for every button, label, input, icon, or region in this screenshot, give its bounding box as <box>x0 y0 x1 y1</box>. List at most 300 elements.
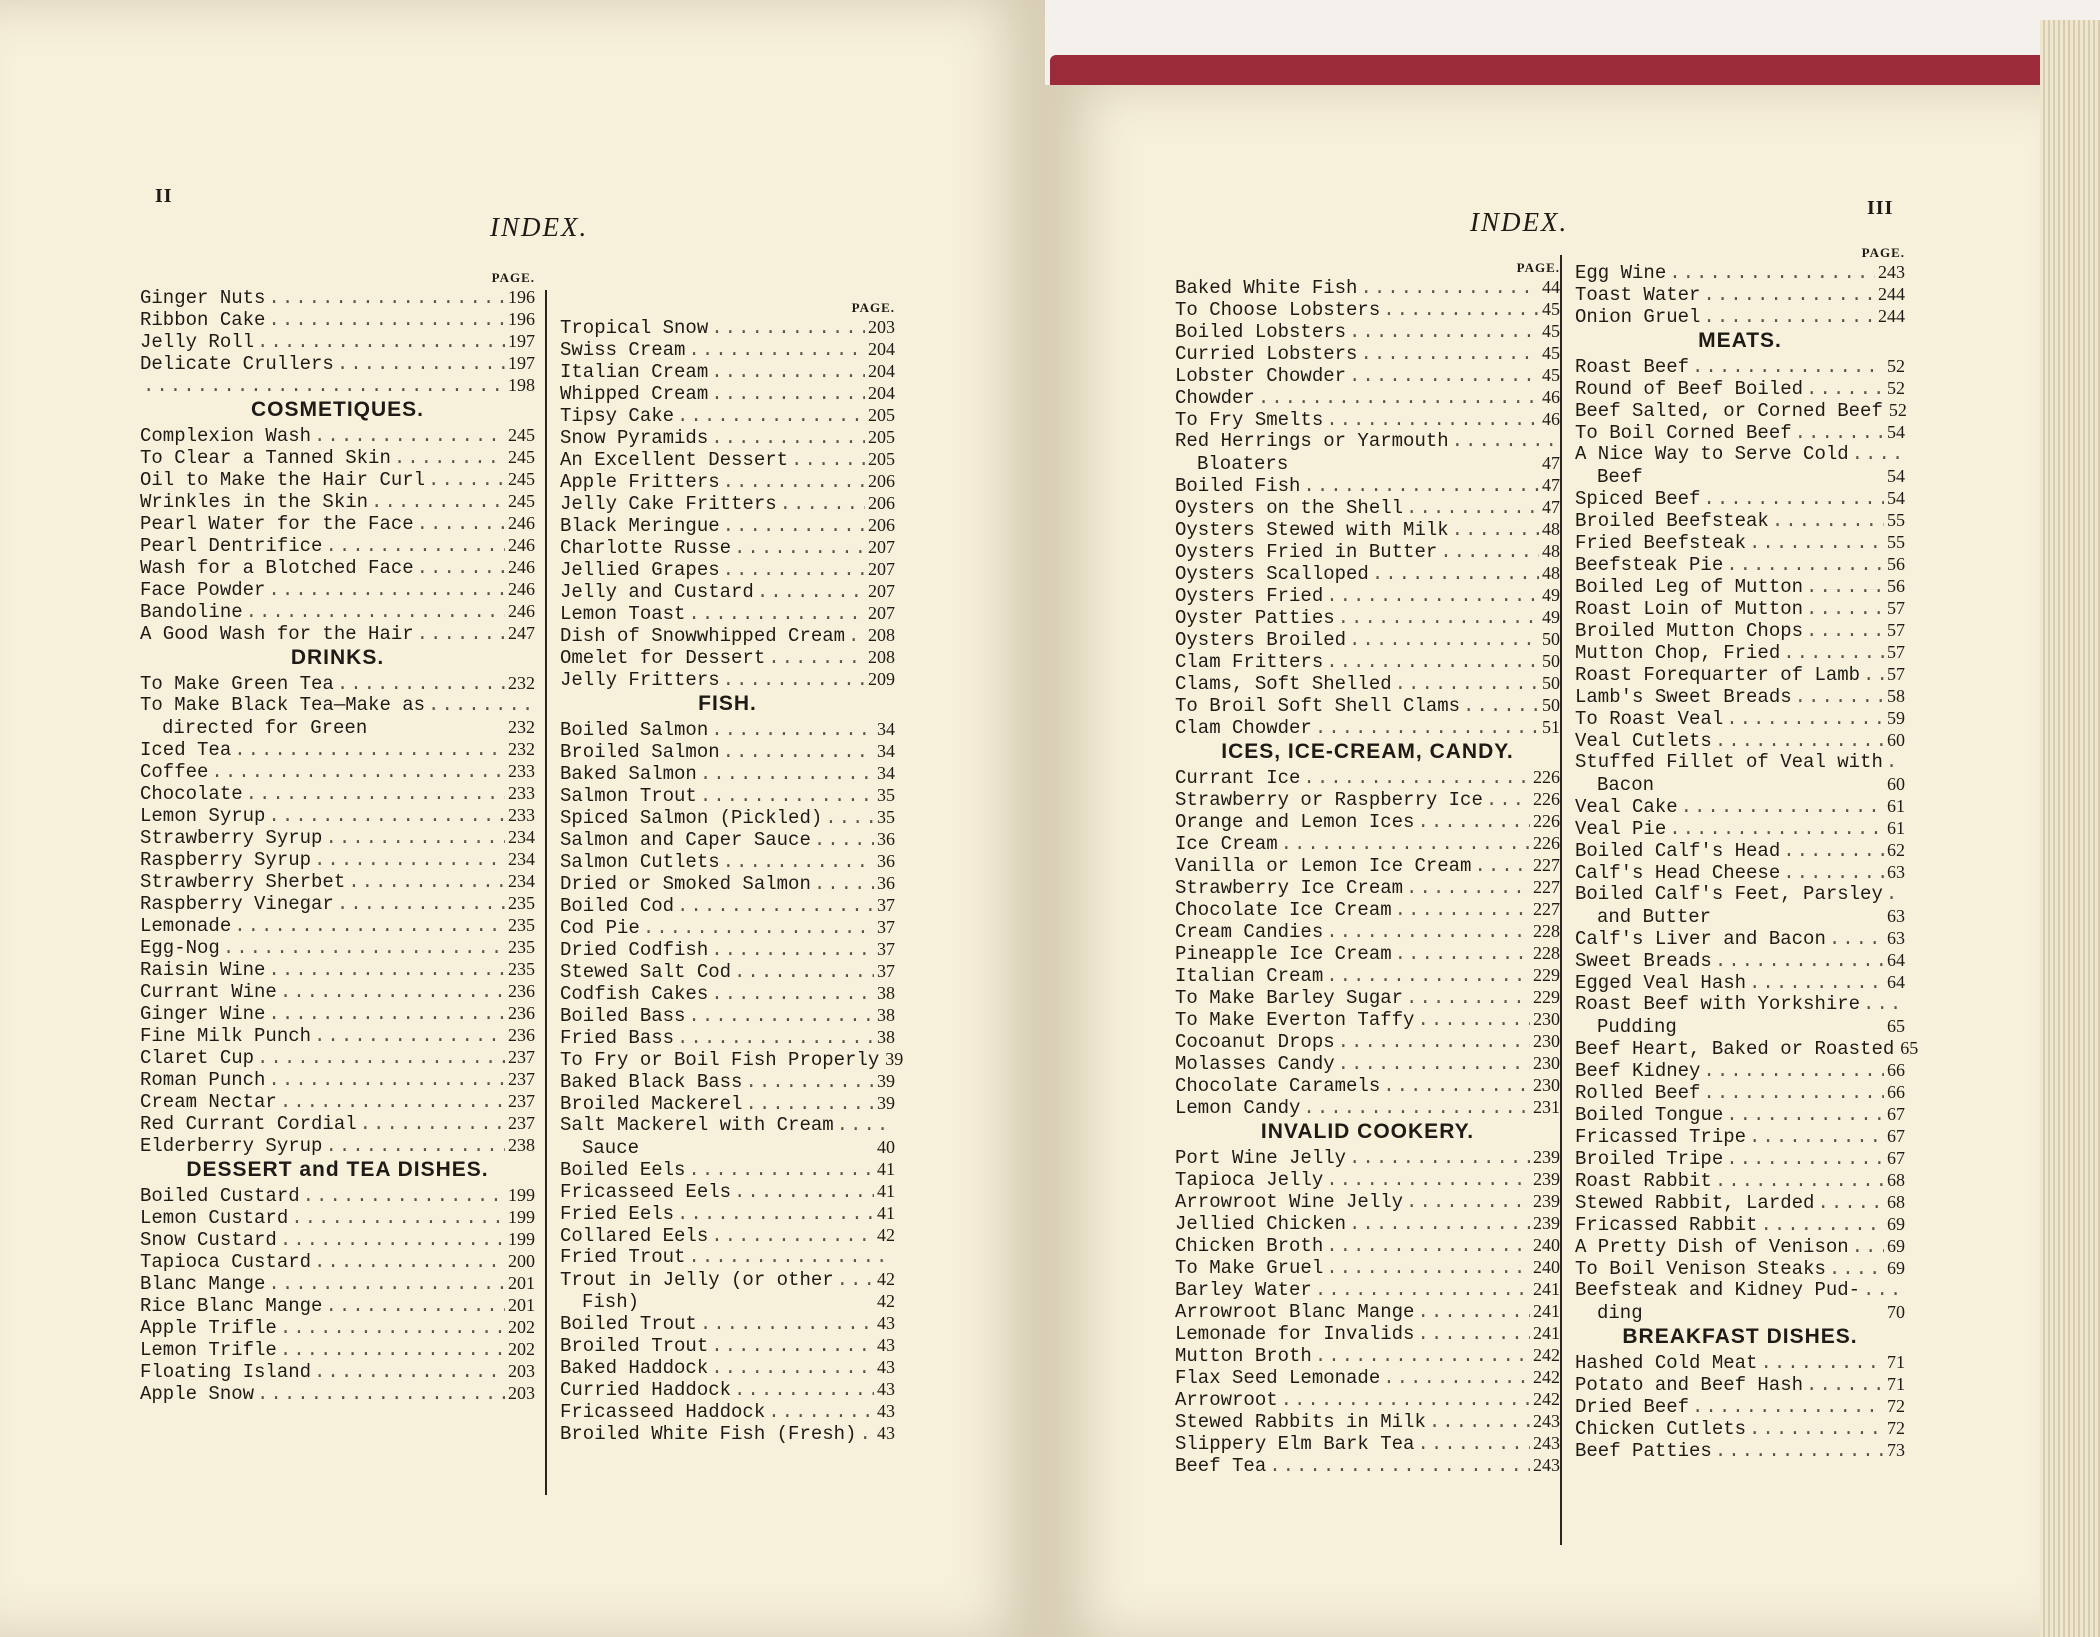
entry-page-number: 43 <box>877 1313 895 1333</box>
leader-dots <box>1681 796 1884 818</box>
leader-dots <box>1258 387 1539 409</box>
leader-dots <box>837 1269 874 1291</box>
right-page <box>1045 85 2040 1637</box>
leader-dots <box>1806 378 1884 400</box>
entry-page-number: 205 <box>868 449 895 469</box>
entry-title: Oil to Make the Hair Curl <box>140 469 426 491</box>
index-entry <box>140 1090 535 1112</box>
entry-title: Boiled Leg of Mutton <box>1575 576 1804 598</box>
leader-dots <box>280 981 505 1003</box>
entry-page-number: 43 <box>877 1423 895 1443</box>
leader-dots <box>211 761 505 783</box>
leader-dots <box>246 783 505 805</box>
index-entry <box>1575 751 1905 773</box>
entry-title: Toast Water <box>1575 284 1701 306</box>
leader-dots <box>757 581 865 603</box>
index-column <box>1175 260 1560 1476</box>
entry-title: Cream Nectar <box>140 1091 277 1113</box>
index-entry <box>1175 518 1560 540</box>
section-heading: MEATS. <box>1698 329 1782 352</box>
entry-page-number: 69 <box>1887 1214 1905 1234</box>
leader-dots <box>1326 585 1539 607</box>
entry-page-number: 41 <box>877 1181 895 1201</box>
index-entry <box>560 1400 895 1422</box>
entry-title: Strawberry Sherbet <box>140 871 346 893</box>
index-entry <box>1575 377 1905 399</box>
entry-page-number: 226 <box>1533 767 1560 787</box>
index-entry <box>140 738 535 760</box>
entry-title: Chowder <box>1175 387 1255 409</box>
entry-page-number: 242 <box>1533 1389 1560 1409</box>
entry-page-number: 62 <box>1887 840 1905 860</box>
entry-title: Strawberry or Raspberry Ice <box>1175 789 1483 811</box>
entry-page-number: 50 <box>1542 695 1560 715</box>
index-entry <box>1175 1074 1560 1096</box>
entry-page-number: 203 <box>508 1361 535 1381</box>
entry-title: Jellied Grapes <box>560 559 720 581</box>
entry-page-number: 202 <box>508 1339 535 1359</box>
entry-page-number: 203 <box>508 1383 535 1403</box>
entry-page-number: 41 <box>877 1203 895 1223</box>
index-entry <box>1575 905 1905 927</box>
entry-page-number: 235 <box>508 893 535 913</box>
index-entry <box>1575 971 1905 993</box>
leader-dots <box>1795 686 1884 708</box>
index-entry <box>1575 1439 1905 1461</box>
entry-title: Vanilla or Lemon Ice Cream <box>1175 855 1472 877</box>
entry-page-number: 234 <box>508 827 535 847</box>
entry-page-number: 201 <box>508 1273 535 1293</box>
leader-dots <box>1315 1279 1530 1301</box>
leader-dots <box>1417 811 1530 833</box>
entry-page-number: 206 <box>868 493 895 513</box>
entry-title: Veal Cake <box>1575 796 1678 818</box>
entry-title: Broiled White Fish (Fresh) <box>560 1423 857 1445</box>
index-entry <box>1575 1037 1919 1060</box>
page-label: PAGE. <box>491 270 535 285</box>
entry-page-number: 232 <box>508 673 535 693</box>
index-entry <box>1175 650 1560 672</box>
page-label: PAGE. <box>1516 260 1560 275</box>
entry-title: Italian Cream <box>560 361 709 383</box>
index-entry <box>560 514 895 536</box>
entry-page-number: 60 <box>1887 774 1905 794</box>
index-entry <box>140 1360 535 1382</box>
entry-page-number: 226 <box>1533 789 1560 809</box>
index-entry <box>1575 1351 1905 1373</box>
leader-dots <box>1726 1104 1884 1126</box>
leader-dots <box>1863 993 1902 1015</box>
entry-page-number: 65 <box>1900 1038 1919 1058</box>
leader-dots <box>1692 356 1884 378</box>
leader-dots <box>417 513 505 535</box>
index-entry <box>1575 1147 1905 1169</box>
entry-page-number: 48 <box>1542 519 1560 539</box>
index-entry <box>140 600 535 622</box>
entry-page-number: 34 <box>877 741 895 761</box>
index-entry <box>1175 474 1560 496</box>
entry-page-number: 39 <box>877 1093 895 1113</box>
entry-page-number: 246 <box>508 513 535 533</box>
page-label: PAGE. <box>851 300 895 315</box>
index-entry <box>560 828 895 850</box>
leader-dots <box>1315 717 1539 739</box>
index-entry <box>560 624 895 646</box>
entry-page-number: 230 <box>1533 1075 1560 1095</box>
entry-page-number: 237 <box>508 1091 535 1111</box>
leader-dots <box>711 983 874 1005</box>
leader-dots <box>711 317 865 339</box>
entry-title: Currant Ice <box>1175 767 1301 789</box>
index-entry <box>1175 606 1560 628</box>
entry-page-number: 67 <box>1887 1104 1905 1124</box>
entry-page-number: 39 <box>877 1071 895 1091</box>
leader-dots <box>723 851 874 873</box>
index-entry <box>1575 399 1905 421</box>
entry-title: Broiled Trout <box>560 1335 709 1357</box>
index-entry <box>1575 553 1905 575</box>
leader-dots <box>428 469 505 491</box>
entry-page-number: 206 <box>868 471 895 491</box>
entry-page-number: 244 <box>1878 306 1905 326</box>
entry-page-number: 71 <box>1887 1352 1905 1372</box>
leader-dots <box>1783 862 1884 884</box>
leader-dots <box>314 425 505 447</box>
leader-dots <box>1440 541 1539 563</box>
section-heading: INVALID COOKERY. <box>1260 1120 1475 1143</box>
index-entry <box>1575 1213 1905 1235</box>
entry-title: Ice Cream <box>1175 833 1278 855</box>
entry-page-number: 243 <box>1878 262 1905 282</box>
index-entry <box>1175 386 1560 408</box>
index-entry <box>560 718 895 740</box>
entry-page-number: 205 <box>868 427 895 447</box>
entry-page-number: 245 <box>508 447 535 467</box>
index-entry <box>560 492 895 514</box>
index-entry <box>140 1228 535 1250</box>
entry-title: Tapioca Custard <box>140 1251 312 1273</box>
leader-dots <box>1326 1257 1530 1279</box>
leader-dots <box>1269 1455 1530 1477</box>
entry-title: Baked Haddock <box>560 1357 709 1379</box>
leader-dots <box>723 559 865 581</box>
entry-title: To Boil Corned Beef <box>1575 422 1792 444</box>
leader-dots <box>1715 1440 1884 1462</box>
index-entry <box>1175 832 1560 854</box>
leader-dots <box>1726 554 1884 576</box>
entry-title: Ginger Nuts <box>140 287 266 309</box>
entry-title: Salmon Cutlets <box>560 851 720 873</box>
leader-dots <box>1281 1389 1530 1411</box>
index-entry <box>1575 883 1905 905</box>
leader-dots <box>1463 695 1539 717</box>
leader-dots <box>1726 708 1884 730</box>
leader-dots <box>1338 1031 1530 1053</box>
entry-page-number: 47 <box>1542 497 1560 517</box>
index-entry <box>140 534 535 556</box>
index-entry <box>140 622 535 644</box>
index-entry <box>140 468 535 490</box>
leader-dots <box>711 383 865 405</box>
leader-dots <box>325 535 505 557</box>
running-head-left: INDEX. <box>490 212 589 242</box>
entry-page-number: 43 <box>877 1357 895 1377</box>
leader-dots <box>1806 620 1884 642</box>
entry-title: Apple Fritters <box>560 471 720 493</box>
entry-title: Stuffed Fillet of Veal with <box>1575 751 1883 773</box>
leader-dots <box>711 939 874 961</box>
index-entry <box>560 938 895 960</box>
index-entry <box>1175 1030 1560 1052</box>
index-entry <box>1175 408 1560 430</box>
index-entry <box>1575 1257 1905 1279</box>
entry-title: Italian Cream <box>1175 965 1324 987</box>
index-entry <box>560 1422 895 1444</box>
index-entry <box>1575 663 1905 685</box>
index-entry <box>1175 1096 1560 1118</box>
index-entry <box>1175 496 1560 518</box>
entry-page-number: 239 <box>1533 1169 1560 1189</box>
entry-title: Fish) <box>582 1291 640 1313</box>
index-entry <box>560 1048 904 1071</box>
entry-page-number: 34 <box>877 719 895 739</box>
index-entry <box>1575 1081 1905 1103</box>
index-entry <box>1175 986 1560 1008</box>
index-entry <box>560 316 895 338</box>
leader-dots <box>268 1003 505 1025</box>
entry-page-number: 38 <box>877 983 895 1003</box>
index-entry <box>140 1272 535 1294</box>
index-entry <box>1575 305 1905 327</box>
leader-dots <box>348 871 505 893</box>
entry-page-number: 37 <box>877 917 895 937</box>
leader-dots <box>723 669 865 691</box>
index-entry <box>1175 1410 1560 1432</box>
entry-page-number: 37 <box>877 895 895 915</box>
entry-title: Stewed Salt Cod <box>560 961 732 983</box>
entry-title: Apple Snow <box>140 1383 255 1405</box>
entry-page-number: 229 <box>1533 987 1560 1007</box>
entry-title: Salt Mackerel with Cream <box>560 1114 834 1136</box>
entry-title: To Clear a Tanned Skin <box>140 447 391 469</box>
leader-dots <box>1349 1213 1530 1235</box>
entry-page-number: 67 <box>1887 1126 1905 1146</box>
entry-page-number: 56 <box>1887 554 1905 574</box>
index-entry <box>560 1202 895 1224</box>
entry-title: Delicate Crullers <box>140 353 334 375</box>
entry-title: Oyster Patties <box>1175 607 1335 629</box>
leader-dots <box>314 1361 505 1383</box>
leader-dots <box>1772 510 1884 532</box>
entry-title: Cod Pie <box>560 917 640 939</box>
entry-title: Lemonade for Invalids <box>1175 1323 1415 1345</box>
leader-dots <box>643 917 874 939</box>
entry-title: Salmon Trout <box>560 785 697 807</box>
index-entry <box>140 578 535 600</box>
index-entry <box>140 760 535 782</box>
index-entry <box>560 894 895 916</box>
entry-title: Calf's Head Cheese <box>1575 862 1781 884</box>
index-entry <box>560 1136 895 1158</box>
leader-dots <box>268 1273 505 1295</box>
leader-dots <box>1669 818 1884 840</box>
entry-title: Pearl Water for the Face <box>140 513 414 535</box>
index-entry <box>1175 1388 1560 1410</box>
entry-title: Slippery Elm Bark Tea <box>1175 1433 1415 1455</box>
entry-title: Currant Wine <box>140 981 277 1003</box>
entry-page-number: 60 <box>1887 730 1905 750</box>
leader-dots <box>723 515 865 537</box>
leader-dots <box>143 375 505 397</box>
entry-title: Fried Bass <box>560 1027 675 1049</box>
entry-page-number: 243 <box>1533 1411 1560 1431</box>
index-entry <box>1175 430 1560 452</box>
entry-title: Oysters Scalloped <box>1175 563 1369 585</box>
entry-title: Oysters Fried <box>1175 585 1324 607</box>
entry-title: Rolled Beef <box>1575 1082 1701 1104</box>
entry-title: Flax Seed Lemonade <box>1175 1367 1381 1389</box>
entry-page-number: 66 <box>1887 1082 1905 1102</box>
entry-title: ding <box>1597 1302 1643 1324</box>
entry-title: Boiled Salmon <box>560 719 709 741</box>
entry-title: To Fry or Boil Fish Properly <box>560 1049 880 1071</box>
index-entry <box>560 1004 895 1026</box>
index-entry <box>1175 1052 1560 1074</box>
leader-dots <box>1886 883 1902 905</box>
leader-dots <box>711 719 874 741</box>
entry-title: Blanc Mange <box>140 1273 266 1295</box>
entry-page-number: 207 <box>868 581 895 601</box>
entry-page-number: 207 <box>868 603 895 623</box>
index-entry <box>1175 452 1560 474</box>
entry-title: Lemon Trifle <box>140 1339 277 1361</box>
entry-title: Fried Beefsteak <box>1575 532 1747 554</box>
index-entry <box>140 870 535 892</box>
index-entry <box>1175 1190 1560 1212</box>
index-entry <box>1175 810 1560 832</box>
entry-page-number: 45 <box>1542 299 1560 319</box>
entry-page-number: 44 <box>1542 277 1560 297</box>
entry-page-number: 240 <box>1533 1235 1560 1255</box>
leader-dots <box>1863 1279 1902 1301</box>
entry-page-number: 70 <box>1887 1302 1905 1322</box>
entry-title: Beef Tea <box>1175 1455 1267 1477</box>
index-entry <box>140 804 535 826</box>
index-entry <box>560 426 895 448</box>
leader-dots <box>1726 1148 1884 1170</box>
entry-title: Strawberry Ice Cream <box>1175 877 1404 899</box>
leader-dots <box>1703 488 1884 510</box>
index-entry <box>140 330 535 352</box>
entry-title: Beef Kidney <box>1575 1060 1701 1082</box>
entry-title: Round of Beef Boiled <box>1575 378 1804 400</box>
entry-title: Onion Gruel <box>1575 306 1701 328</box>
leader-dots <box>268 805 505 827</box>
entry-title: Pearl Dentrifice <box>140 535 323 557</box>
index-entry <box>1575 993 1905 1015</box>
leader-dots <box>257 1383 505 1405</box>
leader-dots <box>1326 921 1530 943</box>
index-entry <box>1575 1103 1905 1125</box>
entry-page-number: 238 <box>508 1135 535 1155</box>
index-entry <box>1175 1278 1560 1300</box>
leader-dots <box>314 849 505 871</box>
entry-page-number: 232 <box>508 717 535 737</box>
entry-page-number: 233 <box>508 761 535 781</box>
entry-page-number: 234 <box>508 849 535 869</box>
entry-page-number: 229 <box>1533 965 1560 985</box>
entry-title: Ribbon Cake <box>140 309 266 331</box>
entry-title: Arrowroot <box>1175 1389 1278 1411</box>
index-entry <box>1175 342 1560 364</box>
entry-page-number: 54 <box>1887 488 1905 508</box>
entry-page-number: 52 <box>1888 400 1907 420</box>
entry-page-number: 233 <box>508 783 535 803</box>
leader-dots <box>1315 1345 1530 1367</box>
entry-title: Fricasseed Haddock <box>560 1401 766 1423</box>
entry-title: Beef <box>1597 466 1643 488</box>
entry-page-number: 235 <box>508 959 535 979</box>
leader-dots <box>1703 284 1875 306</box>
entry-page-number: 56 <box>1887 576 1905 596</box>
entry-page-number: 49 <box>1542 585 1560 605</box>
index-entry <box>140 556 535 578</box>
entry-title: directed for Green <box>162 717 368 739</box>
entry-title: Clams, Soft Shelled <box>1175 673 1392 695</box>
entry-title: Dish of Snowwhipped Cream <box>560 625 846 647</box>
entry-title: Red Herrings or Yarmouth <box>1175 430 1449 452</box>
index-entry <box>560 448 895 470</box>
entry-page-number: 40 <box>877 1137 895 1157</box>
entry-page-number: 59 <box>1887 708 1905 728</box>
index-entry <box>140 1184 535 1206</box>
entry-title: Clam Fritters <box>1175 651 1324 673</box>
folio-left: II <box>155 185 173 207</box>
leader-dots <box>1452 519 1539 541</box>
entry-title: Stewed Rabbits in Milk <box>1175 1411 1426 1433</box>
entry-page-number: 35 <box>877 807 895 827</box>
entry-page-number: 236 <box>508 1025 535 1045</box>
leader-dots <box>280 1229 505 1251</box>
index-entry <box>560 1334 895 1356</box>
entry-page-number: 227 <box>1533 899 1560 919</box>
index-entry <box>560 982 895 1004</box>
entry-page-number: 57 <box>1887 664 1905 684</box>
leader-dots <box>1863 664 1884 686</box>
entry-title: Beef Patties <box>1575 1440 1712 1462</box>
leader-dots <box>280 1339 505 1361</box>
leader-dots <box>1452 430 1557 452</box>
index-entry <box>140 958 535 980</box>
entry-title: Tapioca Jelly <box>1175 1169 1324 1191</box>
entry-title: Jelly Fritters <box>560 669 720 691</box>
entry-title: To Make Everton Taffy <box>1175 1009 1415 1031</box>
entry-title: Chocolate Caramels <box>1175 1075 1381 1097</box>
leader-dots <box>1360 277 1539 299</box>
entry-page-number: 227 <box>1533 877 1560 897</box>
leader-dots <box>257 1047 505 1069</box>
index-entry <box>1175 1212 1560 1234</box>
entry-title: Swiss Cream <box>560 339 686 361</box>
index-entry <box>1575 1235 1905 1257</box>
entry-page-number: 39 <box>885 1049 904 1069</box>
leader-dots <box>700 785 874 807</box>
entry-title: Fine Milk Punch <box>140 1025 312 1047</box>
index-entry <box>560 740 895 762</box>
entry-page-number: 48 <box>1542 541 1560 561</box>
index-entry <box>140 446 535 468</box>
entry-title: Roman Punch <box>140 1069 266 1091</box>
